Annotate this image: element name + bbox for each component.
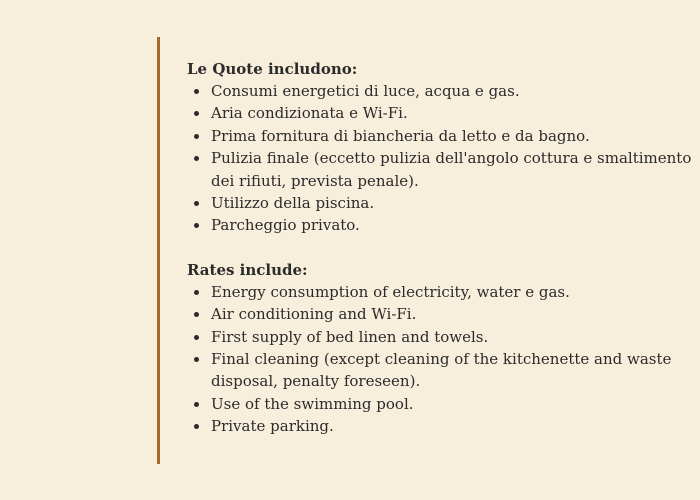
list-item: Aria condizionata e Wi-Fi. [187,102,695,124]
italian-inclusions-list [187,80,695,237]
english-section [187,259,695,438]
english-section-title: Rates include: [187,260,308,279]
list-item: Parcheggio privato. [187,214,695,236]
list-item: Consumi energetici di luce, acqua e gas. [187,80,695,102]
italian-section [187,58,695,237]
rates-info-panel [187,58,695,438]
list-item: Utilizzo della piscina. [187,192,695,214]
list-item: First supply of bed linen and towels. [187,326,695,348]
english-inclusions-list [187,281,695,438]
list-item: Use of the swimming pool. [187,393,695,415]
list-item: Private parking. [187,415,695,437]
list-item: Prima fornitura di biancheria da letto e da bagno. [187,125,695,147]
italian-section-title: Le Quote includono: [187,60,358,78]
list-item: Energy consumption of electricity, water e gas. [187,281,695,303]
list-item: Final cleaning (except cleaning of the kitchenette and waste disposal, penalty foreseen). [187,348,695,393]
list-item: Pulizia finale (eccetto pulizia dell'angolo cottura e smaltimento dei rifiuti, prevista penale). [187,147,695,192]
accent-bar [157,37,160,464]
list-item: Air conditioning and Wi-Fi. [187,303,695,325]
